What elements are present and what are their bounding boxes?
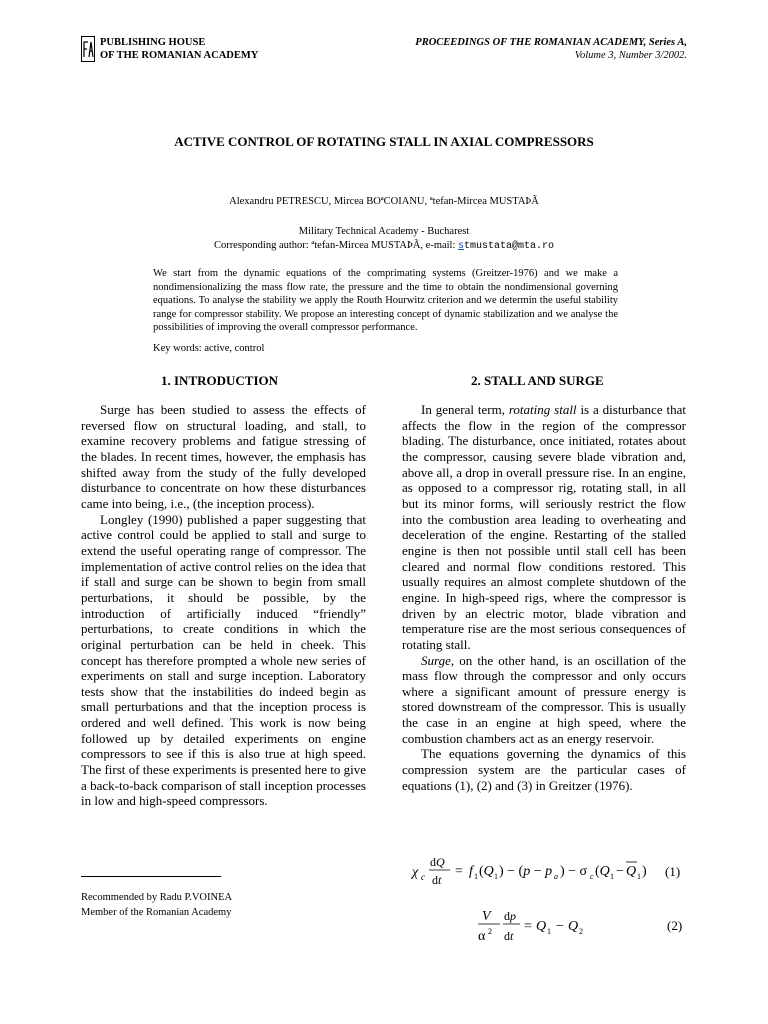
svg-text:dQ: dQ <box>430 855 445 869</box>
svg-text:) − (p − p: ) − (p − p <box>499 864 553 879</box>
author-list: Alexandru PETRESCU, Mircea BOªCOIANU, ªtefan-Mircea MUSTAÞÃ <box>229 196 539 207</box>
svg-text:V: V <box>482 909 491 924</box>
svg-text:c: c <box>421 872 425 882</box>
svg-text:): ) <box>642 864 647 879</box>
svg-text:c: c <box>590 872 594 881</box>
publisher-line-2: OF THE ROMANIAN ACADEMY <box>100 50 259 61</box>
stall-p2-rest: , on the other hand, is an oscillation of the mass flow through the compressor and only occurs where a significant amount of pressure energy is stored downstream of the compressor. This is usually the case in an engine at high speed, where the combustion chambers act as an energy reservoir. <box>402 652 686 746</box>
intro-paragraph-2: Longley (1990) published a paper suggesting that active control could be applied to stall and surge to extend the useful operating range of compressor. The implementation of active control relies on the idea that if stall and surge can be shown to begin from small perturbations, it should be possible, by the introduction of artificially induced “friendly” perturbations, to create conditions in which the original perturbation can be held in cheek. This concept has therefore prompted a whole new series of experiments on stall and surge inception. Laboratory tests show that the instabilities do indeed begin as small perturbations and that the inception process is ordered and well defined. This work is now being followed up by detailed experiments on engine compressors to see if this is also true at high speed. The first of these experiments is presented here to give a back-to-back comparison of stall inception processes in low and high-speed compressors. <box>81 511 366 809</box>
svg-text:−: − <box>556 919 564 934</box>
left-column <box>81 402 366 809</box>
affiliation-block <box>0 225 768 254</box>
stall-paragraph-1 <box>402 402 686 653</box>
equation-1 <box>410 854 660 890</box>
stall-paragraph-3: The equations governing the dynamics of this compression system are the particular cases of equations (1), (2) and (3) in Greitzer (1976). <box>402 746 686 793</box>
svg-text:a: a <box>554 872 558 881</box>
affiliation: Military Technical Academy - Bucharest <box>298 226 470 237</box>
svg-text:1: 1 <box>610 872 614 881</box>
svg-text:χ: χ <box>412 865 419 880</box>
svg-text:dp: dp <box>504 909 516 923</box>
svg-text:=: = <box>524 919 532 934</box>
footnote-line-1: Recommended by Radu P.VOINEA <box>81 892 233 903</box>
equation-2-number: (2) <box>667 918 683 933</box>
svg-text:) − σ: ) − σ <box>560 864 588 879</box>
svg-text:2: 2 <box>488 927 492 936</box>
footnote-line-2: Member of the Romanian Academy <box>81 907 232 918</box>
term-surge: Surge <box>421 652 451 668</box>
corresponding-author <box>0 239 768 254</box>
stall-p1-start: In general term, <box>421 402 509 417</box>
heading-introduction: 1. INTRODUCTION <box>161 373 279 388</box>
svg-text:1: 1 <box>474 872 478 881</box>
right-column <box>402 402 686 793</box>
equation-1-number: (1) <box>665 864 681 879</box>
keywords: Key words: active, control <box>153 343 265 354</box>
svg-text:Q: Q <box>626 864 637 879</box>
svg-text:(Q: (Q <box>595 864 610 879</box>
svg-text:1: 1 <box>494 872 498 881</box>
stall-paragraph-2 <box>402 653 686 747</box>
journal-line-1: PROCEEDINGS OF THE ROMANIAN ACADEMY, Series A, <box>415 37 687 48</box>
svg-text:dt: dt <box>432 873 442 887</box>
intro-paragraph-1: Surge has been studied to assess the effects of reversed flow on structural loading, and stall, to examine recovery problems and fatigue stressing of the blades. In recent times, however, the emphasis has shifted away from the study of the fully developed disturbance to concentrate on how these disturbances came into being, i.e., (the inception process). <box>81 402 366 511</box>
svg-text:1: 1 <box>637 872 641 881</box>
email-rest: tmustata@mta.ro <box>464 241 555 252</box>
svg-text:f: f <box>469 864 473 879</box>
footnote <box>81 890 232 920</box>
svg-text:=: = <box>455 864 463 879</box>
paper-title: ACTIVE CONTROL OF ROTATING STALL IN AXIAL COMPRESSORS <box>174 134 594 149</box>
svg-text:2: 2 <box>579 927 583 936</box>
svg-text:1: 1 <box>547 927 551 936</box>
email-link[interactable] <box>458 241 554 252</box>
svg-text:−: − <box>616 864 624 879</box>
abstract: We start from the dynamic equations of the comprimating systems (Greitzer-1976) and we make a nondimensionalizing the mass flow rate, the pressure and the time to obtain the nondimensional governing equations. To analyse the stability we apply the Routh Hourwitz criterion and we determin the useful stability range for compressor stability. We propose an interesting concept of dynamic stabilization and we analyse the possibilities of improving the overall compressor performance. <box>153 268 618 334</box>
academy-logo <box>81 36 95 62</box>
term-rotating-stall: rotating stall <box>508 402 577 417</box>
journal-line-2: Volume 3, Number 3/2002. <box>574 50 687 61</box>
svg-text:(Q: (Q <box>479 864 494 879</box>
footnote-divider <box>81 876 221 877</box>
svg-text:Q: Q <box>536 919 547 934</box>
svg-text:Q: Q <box>568 919 579 934</box>
email-first-char: s <box>458 241 465 252</box>
heading-stall-and-surge: 2. STALL AND SURGE <box>471 373 604 388</box>
equation-2 <box>476 906 596 946</box>
publisher-line-1: PUBLISHING HOUSE <box>100 37 206 48</box>
publisher-block <box>100 36 258 62</box>
svg-text:α: α <box>478 929 486 944</box>
journal-block <box>415 36 687 62</box>
stall-p1-rest: is a disturbance that affects the flow in the region of the compressor blading. The disturbance, once initiated, rotates about the compressor, causing severe blade vibration and, above all, a drop in overall pressure rise. In an engine, as opposed to a compressor rig, rotating stall, in all but its minor forms, will seriously restrict the flow into the combustion area leading to overheating and deceleration of the engine. Restarting of the stalled engine is then not possible until stall cell has been cleared and normal flow conditions restored. This usually requires an almost complete shutdown of the engine. In high-speed rigs, where the compressor is driven by an electric motor, blade vibration and temperature rise are the most serious consequences of rotating stall. <box>402 402 686 652</box>
svg-text:dt: dt <box>504 929 514 943</box>
corresponding-label: Corresponding author: ªtefan-Mircea MUSTAÞÃ, e-mail: <box>213 240 459 251</box>
